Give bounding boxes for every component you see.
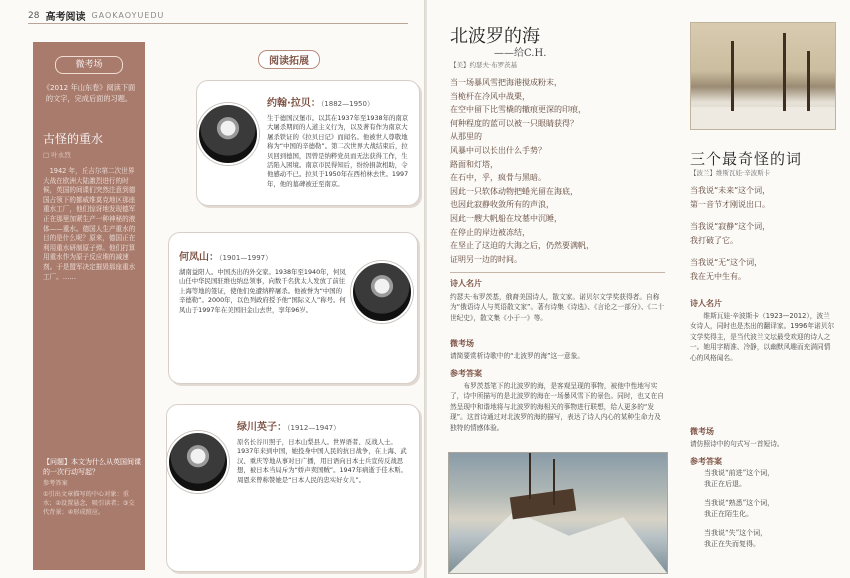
answer2-stanza xyxy=(690,528,830,550)
answer-line: 当我说“失”这个词， xyxy=(704,529,768,537)
profile-dates: （1912—1947） xyxy=(287,424,341,432)
page-number: 28 xyxy=(28,10,40,21)
profile-name: 何凤山： xyxy=(179,252,219,263)
profile-bio: 湖南益阳人。中国杰出的外交家。1938年至1940年，何凤山任中华民国驻维也纳总领事，向数千名犹太人发放了前往上海等地的签证，使他们免遭纳粹屠杀。他被誉为“中国的辛德勒”。2000年，以色列政府授予他“国际义人”称号。何凤山于1997年在美国旧金山去世，享年96岁。 xyxy=(179,268,346,314)
poem2-title: 三个最奇怪的词 xyxy=(690,150,803,168)
sidebar-tab: 微考场 xyxy=(55,56,123,74)
magazine-brand-en: GAOKAOYUEDU xyxy=(91,11,165,20)
header-rule xyxy=(28,23,408,24)
sidebar-answer-label: 参考答案 xyxy=(43,480,68,487)
ship-mast xyxy=(553,459,555,505)
poet-card-label: 诗人名片 xyxy=(450,279,482,288)
poem-line: 当我说“无”这个词， xyxy=(690,258,763,267)
profile-bio: 生于德国汉堡市。以其在1937年至1938年的南京大屠杀期间的人道主义行为，以及著有作为南京大屠杀铁证的《拉贝日记》而闻名。他被世人尊敬地称为“中国的辛德勒”。第二次世界大战结束后，拉贝回到德国，因曾是纳粹党员而无法获得工作，生活陷入困境。南京市民得知后，纷纷捐款相助，令他感动不已。拉贝于1950年在西柏林去世。1997年，他的墓碑被迁至南京。 xyxy=(267,114,409,188)
poem-dedication: ——给C.H. xyxy=(494,48,547,59)
profile-name: 约翰·拉贝： xyxy=(267,98,321,109)
answer-line: 我正在后退。 xyxy=(704,480,746,488)
poem-body xyxy=(450,76,665,266)
bare-tree xyxy=(783,33,786,111)
winter-landscape-painting xyxy=(690,22,836,130)
poem-line: 风暴中可以长出什么手势？ xyxy=(450,145,546,155)
answer-line: 当我说“熟悉”这个词， xyxy=(704,499,775,507)
poem-line: 证明另一边的时间。 xyxy=(450,254,522,264)
profile-name: 绿川英子： xyxy=(237,422,287,433)
answer-label: 参考答案 xyxy=(450,369,482,378)
answer2-stanza xyxy=(690,498,830,520)
answer2-stanza xyxy=(690,468,830,490)
mini2-exam-question: 请仿照诗中的句式写一首短诗。 xyxy=(690,440,784,448)
poem-line: 在石中，乎，疯骨与黑暗。 xyxy=(450,173,546,183)
poem-line: 在空中留下比雪橇的辙痕更深的印痕， xyxy=(450,105,586,115)
profile-heading xyxy=(267,91,413,110)
poem-line: 因此一只软体动物把蜷光留在海底， xyxy=(450,186,578,196)
answer-line: 我正在陌生化。 xyxy=(704,510,753,518)
sidebar-question: 【问题】本文为什么从英国间谍的一次行动写起？ xyxy=(43,458,141,476)
profile-heading xyxy=(179,245,347,264)
poet-bio: 约瑟夫·布罗茨基，俄裔美国诗人，散文家。诺贝尔文学奖获得者。自称为“俄语诗人与英语散文家”。著有诗集《诗选》、《言论之一部分》、《二十世纪史》，散文集《小于一》等。 xyxy=(450,293,665,322)
article-title: 古怪的重水 xyxy=(43,132,104,146)
poem2-stanza xyxy=(690,220,830,248)
poem-line: 从那里的 xyxy=(450,132,482,142)
poem-line: 路面和灯塔， xyxy=(450,159,498,169)
answer-text: 布罗茨基笔下的北波罗的海，是客观呈现的事物，被他中性地写实了，诗中所描写的是北波罗的海在一场暴风雪下的景色。同时，也又在自然呈现中和谐地将与北波罗的海相关的事物进行联想，给人更多的“发现”。这首诗通过对北波罗的海的描写，表达了诗人内心的某种生命力及独特的情感体验。 xyxy=(450,382,664,432)
page-header xyxy=(28,8,164,23)
article-author: □ 叶永烈 xyxy=(43,151,71,159)
mini-exam-question: 请简要赏析诗歌中的“北波罗的海”这一意象。 xyxy=(450,352,584,360)
profile-card-midorikawa xyxy=(166,404,420,572)
poem-line: 当一场暴风雪把海港搅成粉末， xyxy=(450,78,562,87)
poem2-author: 【波兰】维斯瓦娃·辛波斯卡 xyxy=(690,169,771,177)
poem-line: 我在无中生有。 xyxy=(690,272,746,281)
ice-floes xyxy=(449,511,667,573)
poem-line: 当我说“寂静”这个词， xyxy=(690,222,771,231)
poem-line: 因此一艘大帆船在坟墓中沉睡， xyxy=(450,213,562,223)
poem-line: 在停止的岸边被冻结， xyxy=(450,227,530,237)
profile-dates: （1901—1997） xyxy=(219,254,273,262)
poem-author: 【美】约瑟夫·布罗茨基 xyxy=(450,61,518,69)
article-body: 1942 年，丘吉尔第二次世界大战在欧洲大陆激烈进行的时候，英国的间谍们突然注意到德国占领下的挪威维莫克地区那座重水工厂，他们惊讶地发现德军正在那里加紧生产一种神秘的液体——重水。德国人生产重水的目的是什么呢？原来，德国正在利用重水研制原子弹。他们打算用重水作为原子反应堆的减速剂。于是盟军决定摧毁那座重水工厂。…… xyxy=(43,167,136,281)
answer-line: 当我说“前进”这个词， xyxy=(704,469,775,477)
poem-line: 在坚止了这迫的大海之后，仍然要满帆， xyxy=(450,241,594,251)
ship-mast xyxy=(529,453,531,499)
poet2-bio: 维斯瓦娃·辛波斯卡（1923—2012），波兰女诗人，同时也是杰出的翻译家。1996年诺贝尔文学奖得主，是当代波兰文坛最受欢迎的诗人之一。她用字精准、冷静，以幽默风趣而充满同情心的风格闻名。 xyxy=(690,312,835,362)
mini2-exam-label: 微考场 xyxy=(690,427,714,436)
poet2-card-label: 诗人名片 xyxy=(690,299,722,308)
shipwreck-painting xyxy=(448,452,668,574)
section-label: 阅读拓展 xyxy=(258,50,320,69)
profile-heading xyxy=(237,415,413,434)
poem-line: 我打破了它。 xyxy=(690,236,738,245)
poem-line: 何种程度的蓝可以被一只眼睛获得？ xyxy=(450,118,578,128)
poem-line: 当我说“未来”这个词， xyxy=(690,186,771,195)
profile-card-rabe xyxy=(196,80,420,206)
poem2-stanza xyxy=(690,184,830,212)
bare-tree xyxy=(807,51,810,111)
answer2-label: 参考答案 xyxy=(690,457,722,466)
poem-title: 北波罗的海 xyxy=(450,26,540,47)
poem-line: 第一音节才刚说出口。 xyxy=(690,200,770,209)
ship-hull xyxy=(510,489,576,520)
profile-dates: （1882—1950） xyxy=(320,100,374,108)
bare-tree xyxy=(731,41,734,111)
sidebar-intro: 《2012 年山东卷》阅读下面的文字，完成后面的习题。 xyxy=(42,83,136,103)
section-rule xyxy=(450,272,665,273)
poem2-stanza xyxy=(690,256,830,284)
sidebar-answer: ①引出文章描写的中心对象：重水；②设置悬念，吸引读者；③交代背景；④形成照应。 xyxy=(43,491,135,516)
snow-ground xyxy=(691,107,835,129)
portrait-image xyxy=(197,103,259,165)
portrait-image xyxy=(167,431,229,493)
portrait-image xyxy=(351,261,413,323)
poem-line: 也因此寂静收敛所有的声浪， xyxy=(450,200,554,210)
answer-line: 我正在失而复得。 xyxy=(704,540,760,548)
mini-exam-label: 微考场 xyxy=(450,339,474,348)
magazine-brand: 高考阅读 xyxy=(45,12,86,23)
poem-line: 当桅杆在冷风中战栗， xyxy=(450,91,530,101)
profile-card-ho xyxy=(168,232,418,384)
profile-bio: 原名长谷川照子，日本山梨县人。世界语者、反战人士。1937年来到中国，她投身中国人民的抗日战争，在上海、武汉、重庆等地从事对日广播，用日语向日本士兵宣传反战思想，被日本当局斥为“娇声卖国贼”。1947年病逝于佳木斯。周恩来曾称赞她是“日本人民的忠实好女儿”。 xyxy=(237,438,407,484)
exam-sidebar xyxy=(33,42,145,570)
